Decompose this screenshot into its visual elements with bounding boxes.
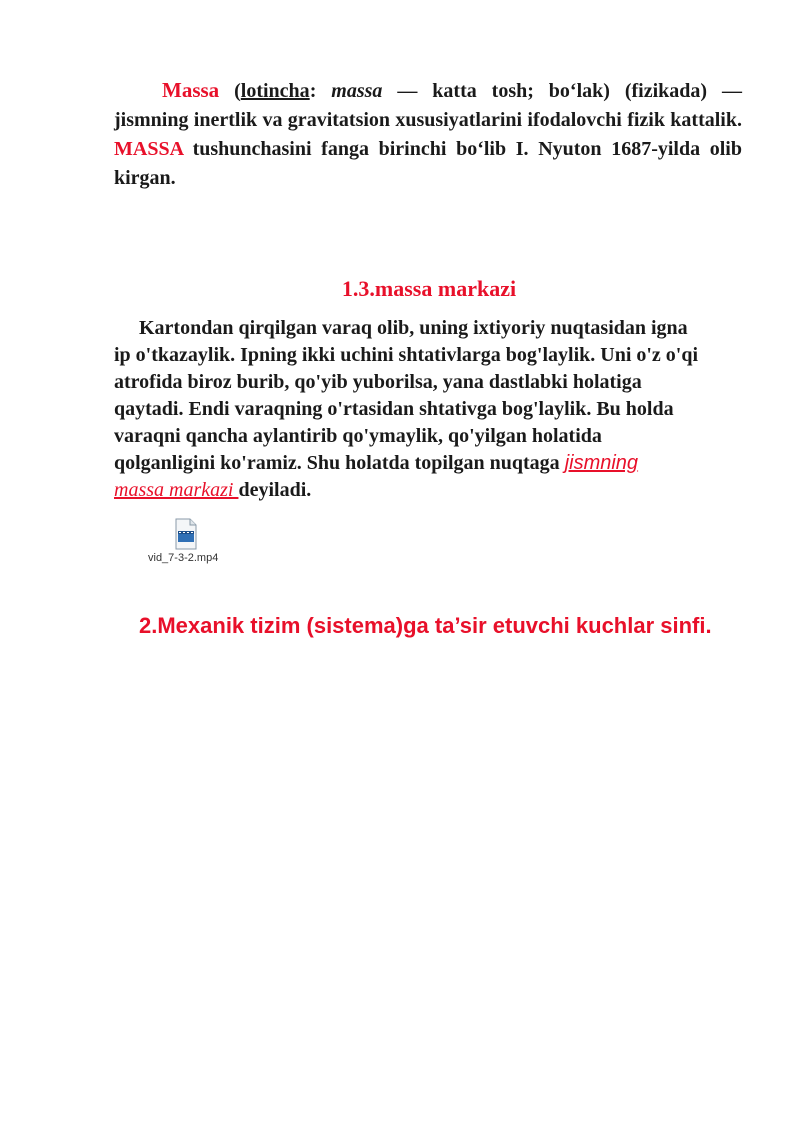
history-text: tushunchasini fanga birinchi bo‘lib I. Nyuton 1687-yilda olib kirgan. xyxy=(114,138,742,189)
massa-caps-term: MASSA xyxy=(114,138,183,160)
paragraph-line: qaytadi. Endi varaqning o'rtasidan shtativga bog'laylik. Bu holda xyxy=(114,398,674,420)
massa-definition-paragraph xyxy=(114,76,742,193)
section-heading-2: 2.Mexanik tizim (sistema)ga ta’sir etuvchi kuchlar sinfi. xyxy=(139,613,712,638)
definition-text: — katta tosh; bo‘lak) (fizikada) — jismning inertlik va gravitatsion xususiyatlarini ifodalovchi fizik kattalik. xyxy=(114,80,743,131)
paragraph-line: atrofida biroz burib, qo'yib yuborilsa, yana dastlabki holatiga xyxy=(114,371,642,393)
paragraph-line-text: qolganligini ko'ramiz. Shu holatda topilgan nuqtaga xyxy=(114,452,565,474)
center-of-mass-paragraph xyxy=(114,315,754,504)
paragraph-line: varaqni qancha aylantirib qo'ymaylik, qo'yilgan holatida xyxy=(114,425,602,447)
paren-open: ( xyxy=(234,80,241,102)
latin-label: lotincha xyxy=(240,80,310,102)
colon: : xyxy=(309,80,317,102)
latin-word: massa xyxy=(331,80,383,102)
ending-text: deyiladi. xyxy=(238,479,312,501)
video-file-icon[interactable] xyxy=(174,518,198,550)
paragraph-line-with-link xyxy=(114,450,754,477)
jismning-link[interactable]: jismning xyxy=(564,452,639,474)
paragraph-line-with-link xyxy=(114,477,754,504)
paragraph-line: ip o'tkazaylik. Ipning ikki uchini shtativlarga bog'laylik. Uni o'z o'qi xyxy=(114,344,699,366)
massa-markazi-link[interactable]: massa markazi xyxy=(114,479,239,501)
attachment-filename[interactable]: vid_7-3-2.mp4 xyxy=(148,552,219,564)
section-heading-1-3: 1.3.massa markazi xyxy=(341,276,517,301)
video-attachment[interactable] xyxy=(144,518,234,564)
paragraph-line: Kartondan qirqilgan varaq olib, uning ixtiyoriy nuqtasidan igna xyxy=(139,317,688,339)
massa-term: Massa xyxy=(162,78,220,102)
